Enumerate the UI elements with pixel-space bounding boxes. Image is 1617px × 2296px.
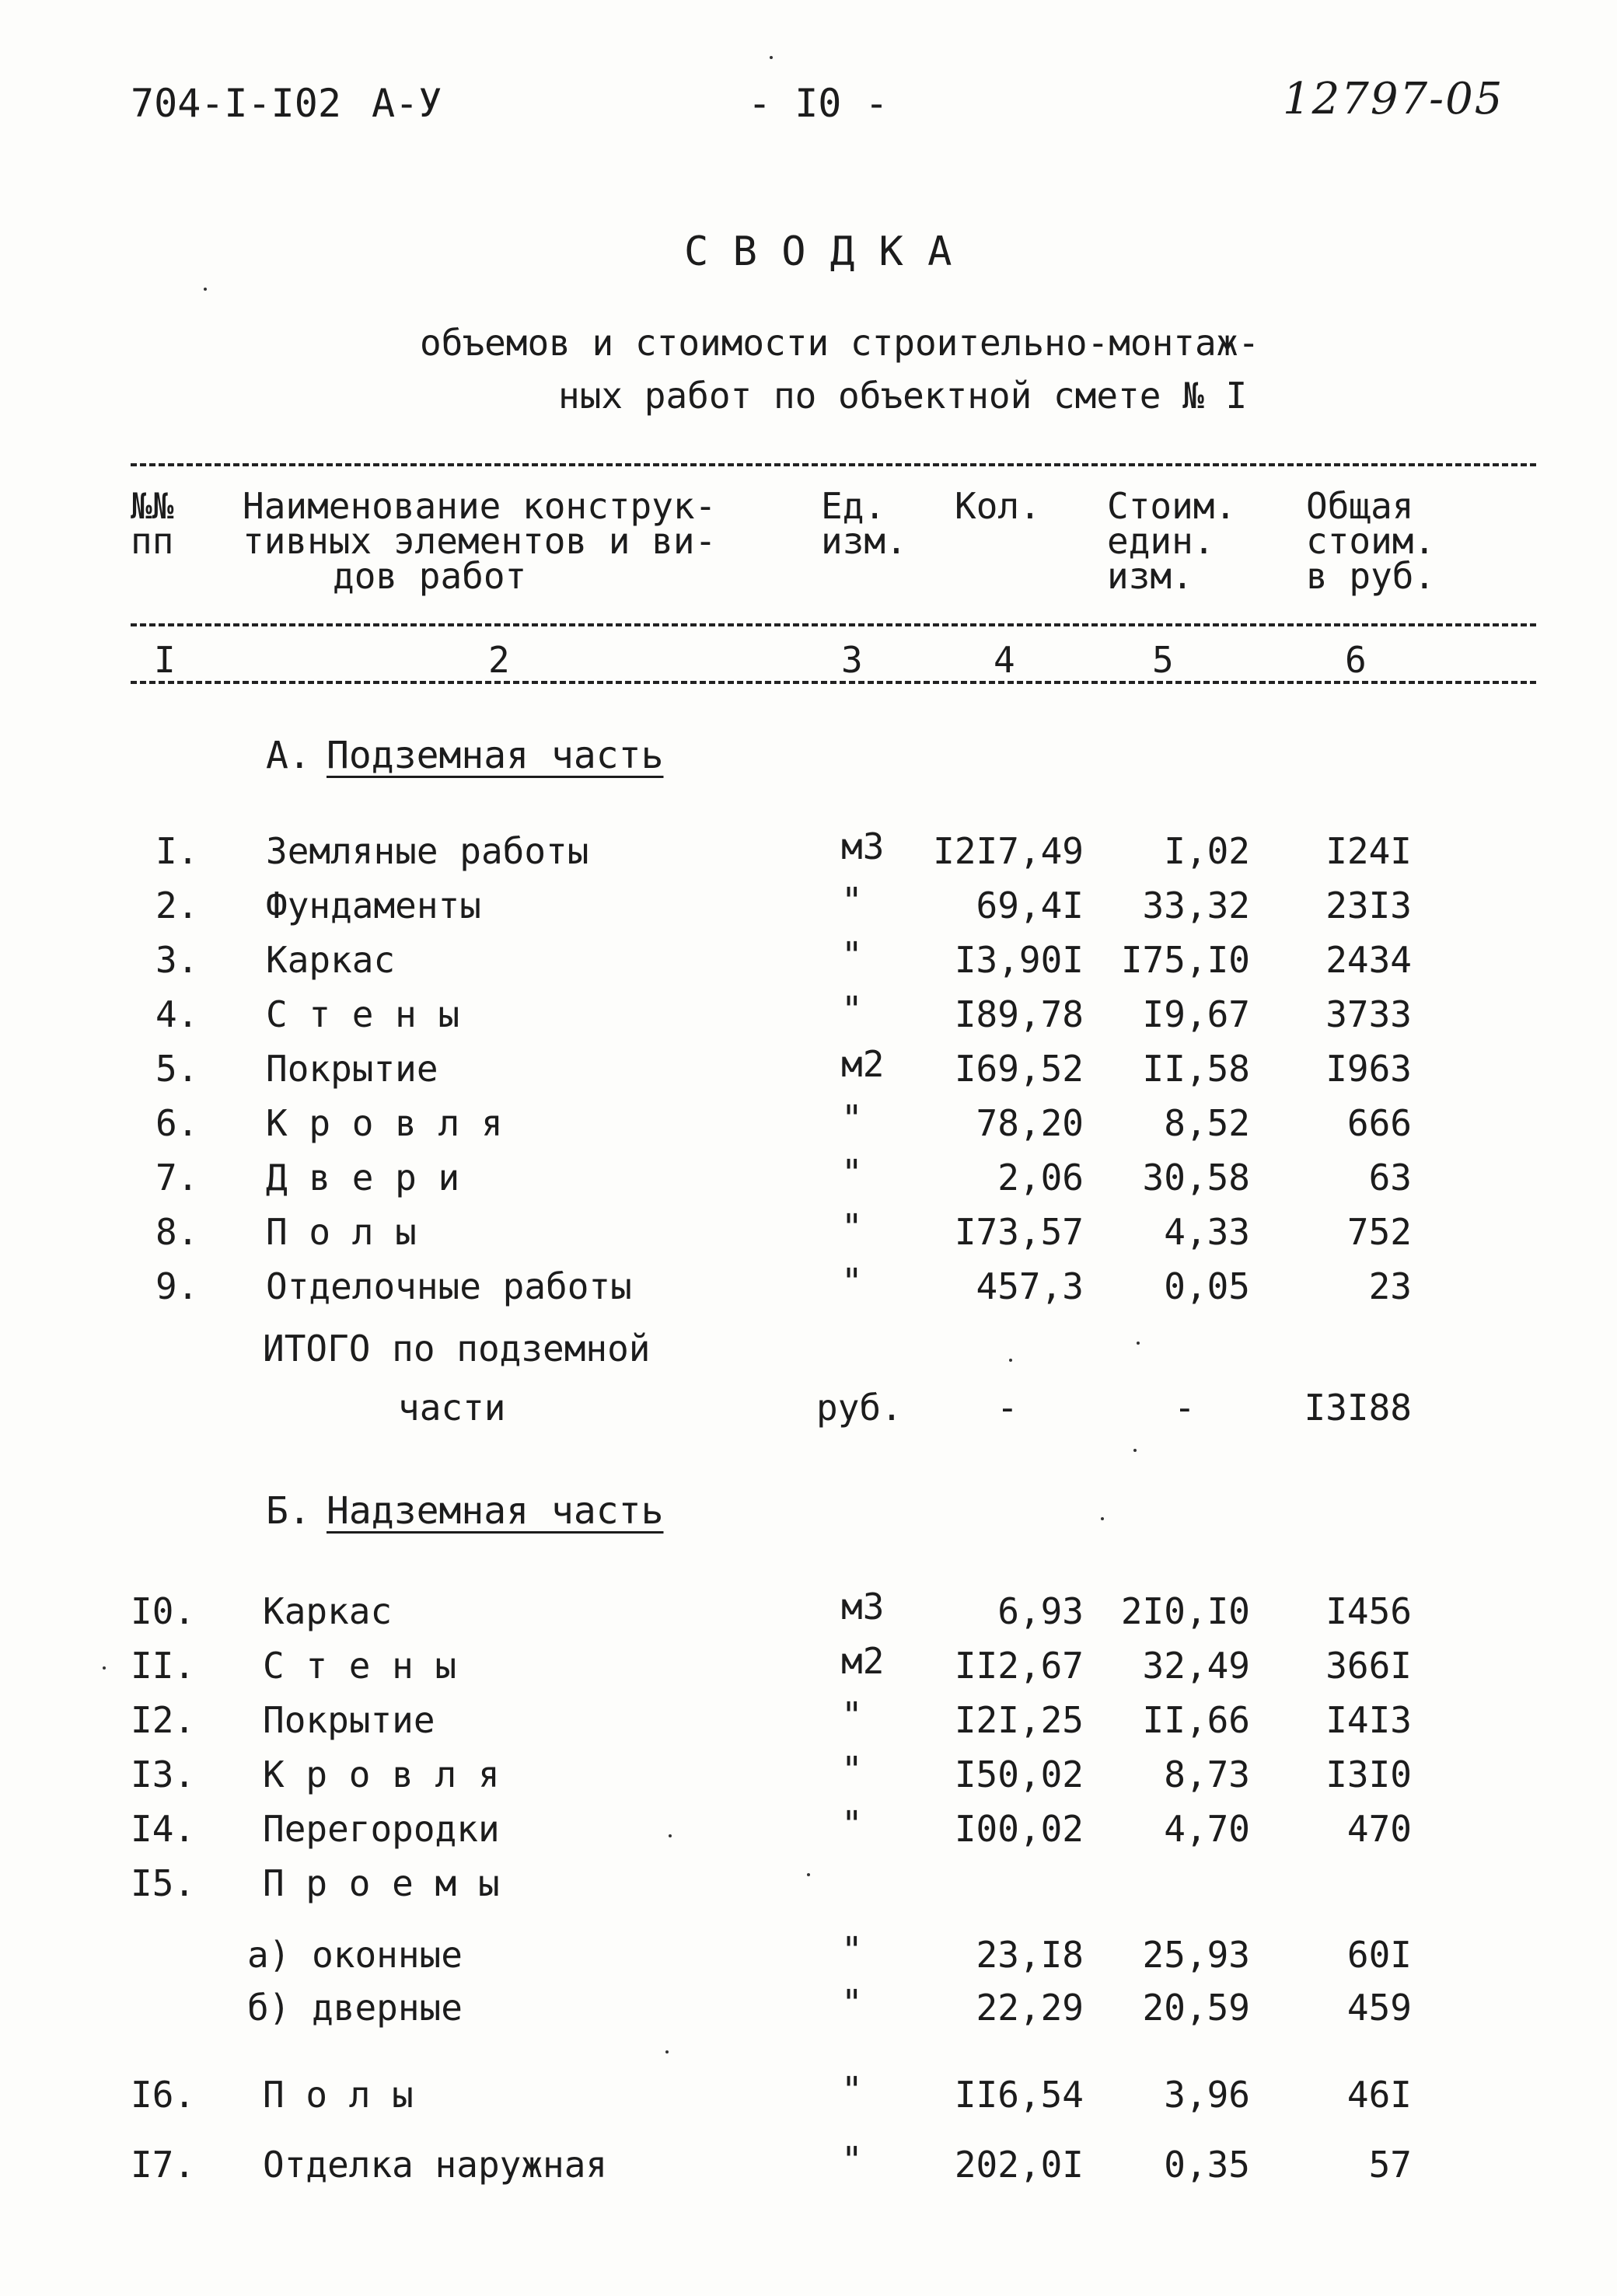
row-total: 2434 [1325,939,1412,981]
row-name: Отделка наружная [263,2144,608,2186]
speck [1101,1517,1104,1520]
row-quantity: 69,4I [976,885,1084,926]
subtotal-unit: руб. [816,1387,903,1429]
row-unit-cost: II,58 [1142,1048,1250,1090]
speck [1137,1342,1140,1345]
subtotal-label-line-1: ИТОГО по подземной [263,1328,651,1370]
speck [669,1834,672,1837]
row-unit: м3 [841,825,885,867]
header-qty: Кол. [955,485,1041,527]
row-total: 23 [1368,1265,1412,1307]
row-name: К р о в л я [266,1102,503,1144]
row-name: С т е н ы [263,1645,457,1687]
speck [204,288,207,291]
page-title: С В О Д К А [684,229,952,275]
row-total: 470 [1346,1808,1412,1850]
header-total-line-3: в руб. [1306,555,1436,597]
row-total: 366I [1325,1645,1412,1687]
speck [1133,1449,1137,1452]
row-number: I3. [131,1753,196,1795]
row-number: I2. [131,1699,196,1741]
row-number: 2. [155,885,199,926]
row-unit: " [841,880,863,922]
row-number: I6. [131,2074,196,2116]
row-quantity: 457,3 [976,1265,1084,1307]
section-a-prefix: А. [266,734,311,777]
column-number-2: 2 [488,639,510,681]
speck [1009,1359,1012,1362]
row-unit-cost: I75,I0 [1120,939,1250,981]
row-quantity: I50,02 [954,1753,1084,1795]
header-unit-line-1: Ед. [821,485,886,527]
row-unit: м2 [841,1640,885,1682]
row-unit: " [841,1749,863,1791]
row-unit-cost: 2I0,I0 [1120,1590,1250,1632]
row-unit-cost: 3,96 [1164,2074,1250,2116]
speck [770,56,773,59]
subtitle-line-1: объемов и стоимости строительно-монтаж- [420,322,1260,364]
row-unit-cost: 0,05 [1164,1265,1250,1307]
subtotal-total: I3I88 [1304,1387,1412,1429]
row-unit-cost: 33,32 [1142,885,1250,926]
speck [103,1666,106,1670]
header-total-line-1: Общая [1306,485,1414,527]
row-unit: " [841,1803,863,1845]
row-total: 752 [1346,1211,1412,1253]
row-total: 57 [1368,2144,1412,2186]
row-name: Д в е р и [266,1157,460,1199]
row-unit: " [841,1206,863,1248]
column-number-1: I [154,639,176,681]
row-total: I24I [1325,830,1412,872]
row-number: I. [155,830,199,872]
header-name-line-2: тивных элементов и ви- [243,520,717,562]
row-quantity: 2,06 [997,1157,1084,1199]
row-quantity: I00,02 [954,1808,1084,1850]
subtotal-qty: - [997,1387,1018,1429]
subtitle-line-2: ных работ по объектной смете № I [558,375,1248,417]
row-number: I7. [131,2144,196,2186]
row-name: Отделочные работы [266,1265,632,1307]
header-num-line-2: пп [131,520,174,562]
header-name-line-1: Наименование конструк- [243,485,717,527]
column-number-5: 5 [1152,639,1174,681]
row-name: Перегородки [263,1808,500,1850]
row-number: 7. [155,1157,199,1199]
row-unit-cost: I,02 [1164,830,1250,872]
row-quantity: I73,57 [954,1211,1084,1253]
row-number: 5. [155,1048,199,1090]
row-number: 8. [155,1211,199,1253]
row-unit-cost: 20,59 [1142,1987,1250,2029]
row-quantity: 22,29 [976,1987,1084,2029]
row-number: 6. [155,1102,199,1144]
row-number: I4. [131,1808,196,1850]
header-name-line-3: дов работ [333,555,527,597]
row-unit-cost: II,66 [1142,1699,1250,1741]
section-b-title: Надземная часть [327,1489,664,1533]
row-name: П о л ы [263,2074,414,2116]
header-unit-line-2: изм. [821,520,907,562]
row-number: II. [131,1645,196,1687]
row-unit: " [841,2069,863,2111]
table-top-rule [131,463,1536,466]
header-unit-cost-line-3: изм. [1107,555,1193,597]
row-name: Земляные работы [266,830,589,872]
row-name: Покрытие [263,1699,435,1741]
row-total: I3I0 [1325,1753,1412,1795]
column-numbers-rule [131,681,1536,684]
row-name: Каркас [263,1590,393,1632]
column-number-3: 3 [841,639,863,681]
row-unit: " [841,1982,863,2024]
header-unit-cost-line-2: един. [1107,520,1215,562]
page-number: - I0 - [748,81,889,126]
row-quantity: I2I,25 [954,1699,1084,1741]
row-unit-cost: 25,93 [1142,1934,1250,1976]
row-name: а) оконные [247,1934,463,1976]
row-unit-cost: 8,73 [1164,1753,1250,1795]
row-name: П р о е м ы [263,1862,500,1904]
column-number-6: 6 [1345,639,1367,681]
row-quantity: I2I7,49 [933,830,1084,872]
row-quantity: 23,I8 [976,1934,1084,1976]
table-header-rule [131,623,1536,626]
row-quantity: 6,93 [997,1590,1084,1632]
row-total: 459 [1346,1987,1412,2029]
row-total: I4I3 [1325,1699,1412,1741]
row-number: 3. [155,939,199,981]
speck [807,1873,810,1876]
subtotal-label-line-2: части [398,1387,506,1429]
row-total: 3733 [1325,993,1412,1035]
row-quantity: I3,90I [954,939,1084,981]
row-unit-cost: I9,67 [1142,993,1250,1035]
row-name: С т е н ы [266,993,460,1035]
row-total: I456 [1325,1590,1412,1632]
row-unit: м3 [841,1586,885,1628]
row-total: 666 [1346,1102,1412,1144]
row-unit-cost: 0,35 [1164,2144,1250,2186]
row-unit: " [841,1152,863,1194]
row-unit: " [841,2139,863,2181]
row-number: 9. [155,1265,199,1307]
row-name: Покрытие [266,1048,438,1090]
subtotal-unit-cost: - [1174,1387,1196,1429]
row-number: I0. [131,1590,196,1632]
row-unit: " [841,1261,863,1303]
section-a-title: Подземная часть [327,734,664,777]
row-unit: " [841,1097,863,1139]
document-code: 704-I-I02 [131,81,341,126]
row-name: П о л ы [266,1211,417,1253]
row-total: I963 [1325,1048,1412,1090]
row-name: б) дверные [247,1987,463,2029]
column-number-4: 4 [994,639,1015,681]
row-number: 4. [155,993,199,1035]
row-number: I5. [131,1862,196,1904]
section-b-prefix: Б. [266,1489,311,1533]
row-name: Каркас [266,939,396,981]
row-total: 46I [1346,2074,1412,2116]
row-name: К р о в л я [263,1753,500,1795]
row-unit: " [841,989,863,1031]
row-unit: " [841,934,863,976]
row-unit: " [841,1694,863,1736]
header-num-line-1: №№ [131,485,174,527]
header-total-line-2: стоим. [1306,520,1436,562]
row-total: 23I3 [1325,885,1412,926]
row-unit-cost: 8,52 [1164,1102,1250,1144]
row-unit: " [841,1929,863,1971]
row-quantity: II6,54 [954,2074,1084,2116]
speck [665,2050,669,2053]
row-quantity: I89,78 [954,993,1084,1035]
row-name: Фундаменты [266,885,481,926]
row-unit-cost: 32,49 [1142,1645,1250,1687]
row-quantity: I69,52 [954,1048,1084,1090]
row-unit-cost: 30,58 [1142,1157,1250,1199]
row-quantity: 78,20 [976,1102,1084,1144]
row-quantity: 202,0I [954,2144,1084,2186]
handwritten-reference: 12797-05 [1283,74,1504,124]
row-unit: м2 [841,1043,885,1085]
row-total: 60I [1346,1934,1412,1976]
header-unit-cost-line-1: Стоим. [1107,485,1237,527]
row-unit-cost: 4,33 [1164,1211,1250,1253]
row-total: 63 [1368,1157,1412,1199]
document-suffix: А-У [372,81,442,126]
row-unit-cost: 4,70 [1164,1808,1250,1850]
row-quantity: II2,67 [954,1645,1084,1687]
